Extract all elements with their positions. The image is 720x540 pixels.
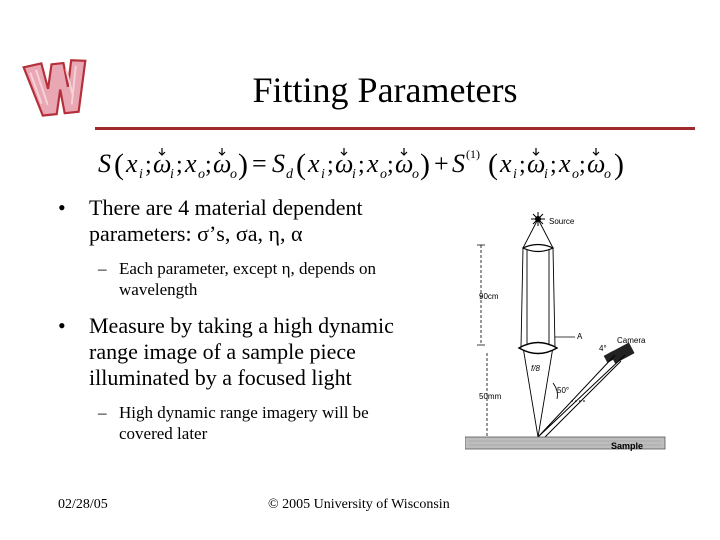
top-lens	[523, 245, 553, 252]
eq-d: d	[286, 167, 293, 182]
eq-i: i	[352, 167, 356, 182]
eq-x: x	[500, 149, 512, 178]
focusing-lens	[519, 343, 557, 354]
eq-x: x	[559, 149, 571, 178]
page-title: Fitting Parameters	[252, 70, 518, 110]
subbullet-marker: –	[98, 259, 107, 278]
eq-o: o	[572, 167, 579, 182]
eq-semi: ;	[145, 152, 152, 178]
footer-copyright: © 2005 University of Wisconsin	[268, 497, 450, 512]
logo-w-shape	[23, 59, 90, 117]
title-divider	[95, 127, 695, 130]
eq-lp-2: (	[296, 148, 306, 181]
bssrdf-equation	[96, 142, 628, 186]
eq-omega: ω	[587, 149, 606, 178]
label-4deg: 4°	[599, 344, 607, 353]
eq-i: i	[139, 167, 143, 182]
eq-omega: ω	[527, 149, 546, 178]
eq-lp-1: (	[114, 148, 124, 181]
eq-omega: ω	[213, 149, 232, 178]
subbullet-text-line: Each parameter, except η, depends on	[119, 259, 376, 278]
bullet-marker: •	[58, 313, 66, 338]
eq-i: i	[544, 167, 548, 182]
bullet-text-line: range image of a sample piece	[89, 339, 356, 364]
eq-semi: ;	[519, 152, 526, 178]
camera-rays	[538, 355, 625, 437]
eq-Sd: S	[272, 149, 285, 178]
subbullet-text-line: covered later	[119, 424, 208, 443]
bullet-text-line: There are 4 material dependent	[89, 195, 363, 220]
eq-semi: ;	[358, 152, 365, 178]
label-source: Source	[549, 217, 575, 226]
eq-i: i	[513, 167, 517, 182]
eq-rp-1: )	[238, 148, 248, 181]
eq-S: S	[98, 149, 111, 178]
eq-semi: ;	[176, 152, 183, 178]
eq-x: x	[308, 149, 320, 178]
label-fnum: f/8	[531, 364, 540, 373]
bullet-text-line: parameters: σ’s, σa, η, α	[89, 221, 303, 246]
eq-o: o	[412, 167, 419, 182]
eq-rp-3: )	[614, 148, 624, 181]
subbullet-text-line: wavelength	[119, 280, 198, 299]
eq-x: x	[367, 149, 379, 178]
eq-semi: ;	[579, 152, 586, 178]
eq-semi: ;	[327, 152, 334, 178]
subbullet-text-line: High dynamic range imagery will be	[119, 403, 369, 422]
eq-plus: +	[434, 149, 449, 178]
eq-S1: S	[452, 149, 465, 178]
label-50deg: 50°	[557, 386, 570, 395]
eq-lp-3: (	[488, 148, 498, 181]
footer-date: 02/28/05	[58, 497, 108, 512]
eq-semi: ;	[550, 152, 557, 178]
bullet-text-line: illuminated by a focused light	[89, 365, 352, 390]
eq-semi: ;	[205, 152, 212, 178]
eq-equals: =	[252, 149, 267, 178]
label-90cm: 90cm	[479, 292, 499, 301]
label-camera: Camera	[617, 336, 646, 345]
eq-o: o	[604, 167, 611, 182]
subbullet-marker: –	[98, 403, 107, 422]
label-a: A	[577, 332, 583, 341]
label-sample: Sample	[611, 441, 644, 451]
eq-semi: ;	[387, 152, 394, 178]
measurement-setup-diagram	[465, 205, 675, 457]
bullet-text-line: Measure by taking a high dynamic	[89, 313, 394, 338]
eq-omega: ω	[153, 149, 172, 178]
bullet-marker: •	[58, 195, 66, 220]
university-logo	[18, 50, 94, 126]
eq-o: o	[230, 167, 237, 182]
eq-o: o	[198, 167, 205, 182]
label-50mm: 50mm	[479, 392, 502, 401]
eq-x: x	[126, 149, 138, 178]
eq-i: i	[321, 167, 325, 182]
eq-rp-2: )	[420, 148, 430, 181]
eq-sup1: (1)	[466, 147, 480, 161]
eq-i: i	[170, 167, 174, 182]
eq-omega: ω	[335, 149, 354, 178]
eq-o: o	[380, 167, 387, 182]
eq-omega: ω	[395, 149, 414, 178]
eq-x: x	[185, 149, 197, 178]
